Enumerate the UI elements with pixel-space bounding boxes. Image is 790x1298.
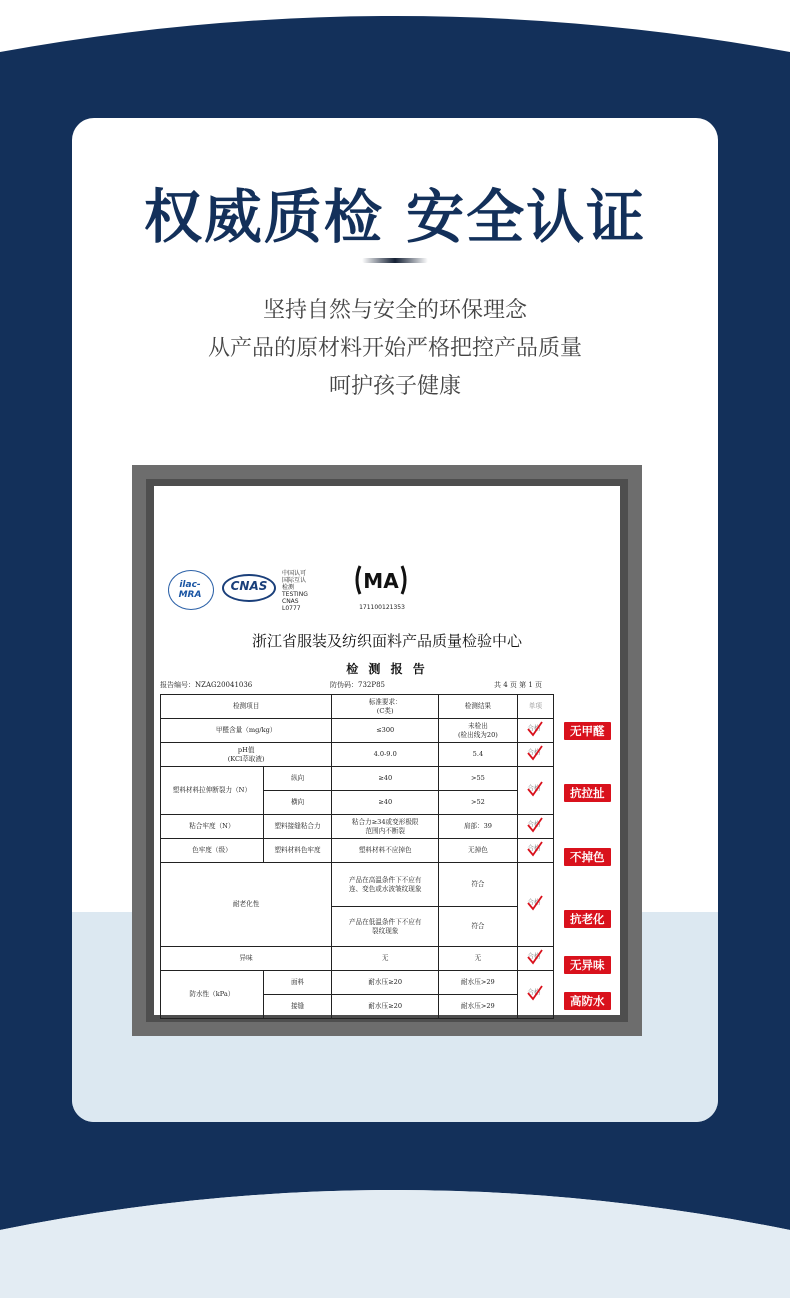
verdict-pass-mark [526,949,544,965]
check-mark-icon [526,895,544,911]
check-mark-icon [526,985,544,1001]
report-title: 检 测 报 告 [346,662,428,676]
header-result: 检测结果 [439,695,518,719]
cma-number: 171100121353 [359,604,405,611]
verdict-pass-mark [526,781,544,797]
content-card [72,118,718,1122]
header-requirement: 标准要求： (C类) [332,695,439,719]
check-mark-icon [526,841,544,857]
verdict-text: 合格 [527,724,541,732]
verdict-cell [517,947,553,971]
feature-tag-tear-resistant: 抗拉扯 [564,784,611,802]
table-header-row [161,695,554,719]
cnas-caption: 中国认可 国际互认 检测 TESTING CNAS L0777 [282,570,308,612]
check-mark-icon [526,817,544,833]
cnas-logo-text: CNAS [230,579,268,593]
verdict-pass-mark [526,817,544,833]
verdict-pass-mark [526,985,544,1001]
page-title: 权威质检 安全认证 [143,183,647,251]
verdict-cell [517,863,553,947]
report-number: 报告编号：NZAG20041036 [160,681,253,689]
feature-tag-colorfast: 不掉色 [564,848,611,866]
anti-fake-code: 防伪码：732P85 [330,681,385,689]
verdict-text: 合格 [527,820,541,828]
organization-name: 浙江省服装及纺织面料产品质量检验中心 [251,632,522,650]
test-results-table [160,694,554,1019]
verdict-pass-mark [526,895,544,911]
header-item: 检测项目 [161,695,332,719]
subtitle-line-2: 从产品的原材料开始严格把控产品质量 [207,336,582,361]
table-row: 异味 无 无 合格 [161,947,554,971]
verdict-text: 合格 [527,784,541,792]
verdict-cell [517,767,553,815]
verdict-pass-mark [526,721,544,737]
verdict-text: 合格 [527,748,541,756]
table-row: pH值 (KCl萃取液) 4.0-9.0 5.4 合格 [161,743,554,767]
verdict-cell [517,743,553,767]
verdict-cell [517,815,553,839]
table-row: 横向 ≥40 >52 [161,791,554,815]
table-row: 防水性（kPa） 面料 耐水压≥20 耐水压>29 合格 [161,971,554,995]
check-mark-icon [526,949,544,965]
cma-logo-text: MA [363,569,399,593]
verdict-text: 合格 [527,844,541,852]
check-mark-icon [526,745,544,761]
title-divider [362,258,428,263]
verdict-cell [517,971,553,1019]
verdict-cell [517,839,553,863]
feature-tag-anti-aging: 抗老化 [564,910,611,928]
verdict-text: 合格 [527,952,541,960]
check-mark-icon [526,721,544,737]
verdict-text: 合格 [527,988,541,996]
test-report-paper [154,486,620,1015]
table-row: 色牢度（级） 塑料材料色牢度 塑料材料不应掉色 无掉色 合格 [161,839,554,863]
verdict-cell [517,719,553,743]
table-row: 粘合牢度（N） 塑料接缝粘合力 粘合力≥34或变形极限 范围内不断裂 肩部：39 合格 [161,815,554,839]
table-row: 甲醛含量（mg/kg） ≤300 未检出 (检出线为20) 合格 [161,719,554,743]
feature-tag-formaldehyde-free: 无甲醛 [564,722,611,740]
table-row: 产品在低温条件下不应有 裂纹现象 符合 [161,907,554,947]
ilac-logo-text: ilac-MRA [178,580,202,600]
page-count: 共 4 页 第 1 页 [494,681,543,689]
table-row: 耐老化性 产品在高温条件下不应有 连、变色或水波皱纹现象 符合 合格 [161,863,554,907]
table-row: 接缝 耐水压≥20 耐水压>29 [161,995,554,1019]
subtitle-line-3: 呵护孩子健康 [328,374,461,399]
verdict-text: 合格 [527,898,541,906]
verdict-pass-mark [526,745,544,761]
header-verdict: 单项 [517,695,553,719]
feature-tag-odorless: 无异味 [564,956,611,974]
verdict-pass-mark [526,841,544,857]
cma-logo-icon [352,564,410,596]
feature-tag-waterproof: 高防水 [564,992,611,1010]
check-mark-icon [526,781,544,797]
subtitle-line-1: 坚持自然与安全的环保理念 [262,298,527,323]
table-row: 塑料材料拉伸断裂力（N） 纵向 ≥40 >55 合格 [161,767,554,791]
